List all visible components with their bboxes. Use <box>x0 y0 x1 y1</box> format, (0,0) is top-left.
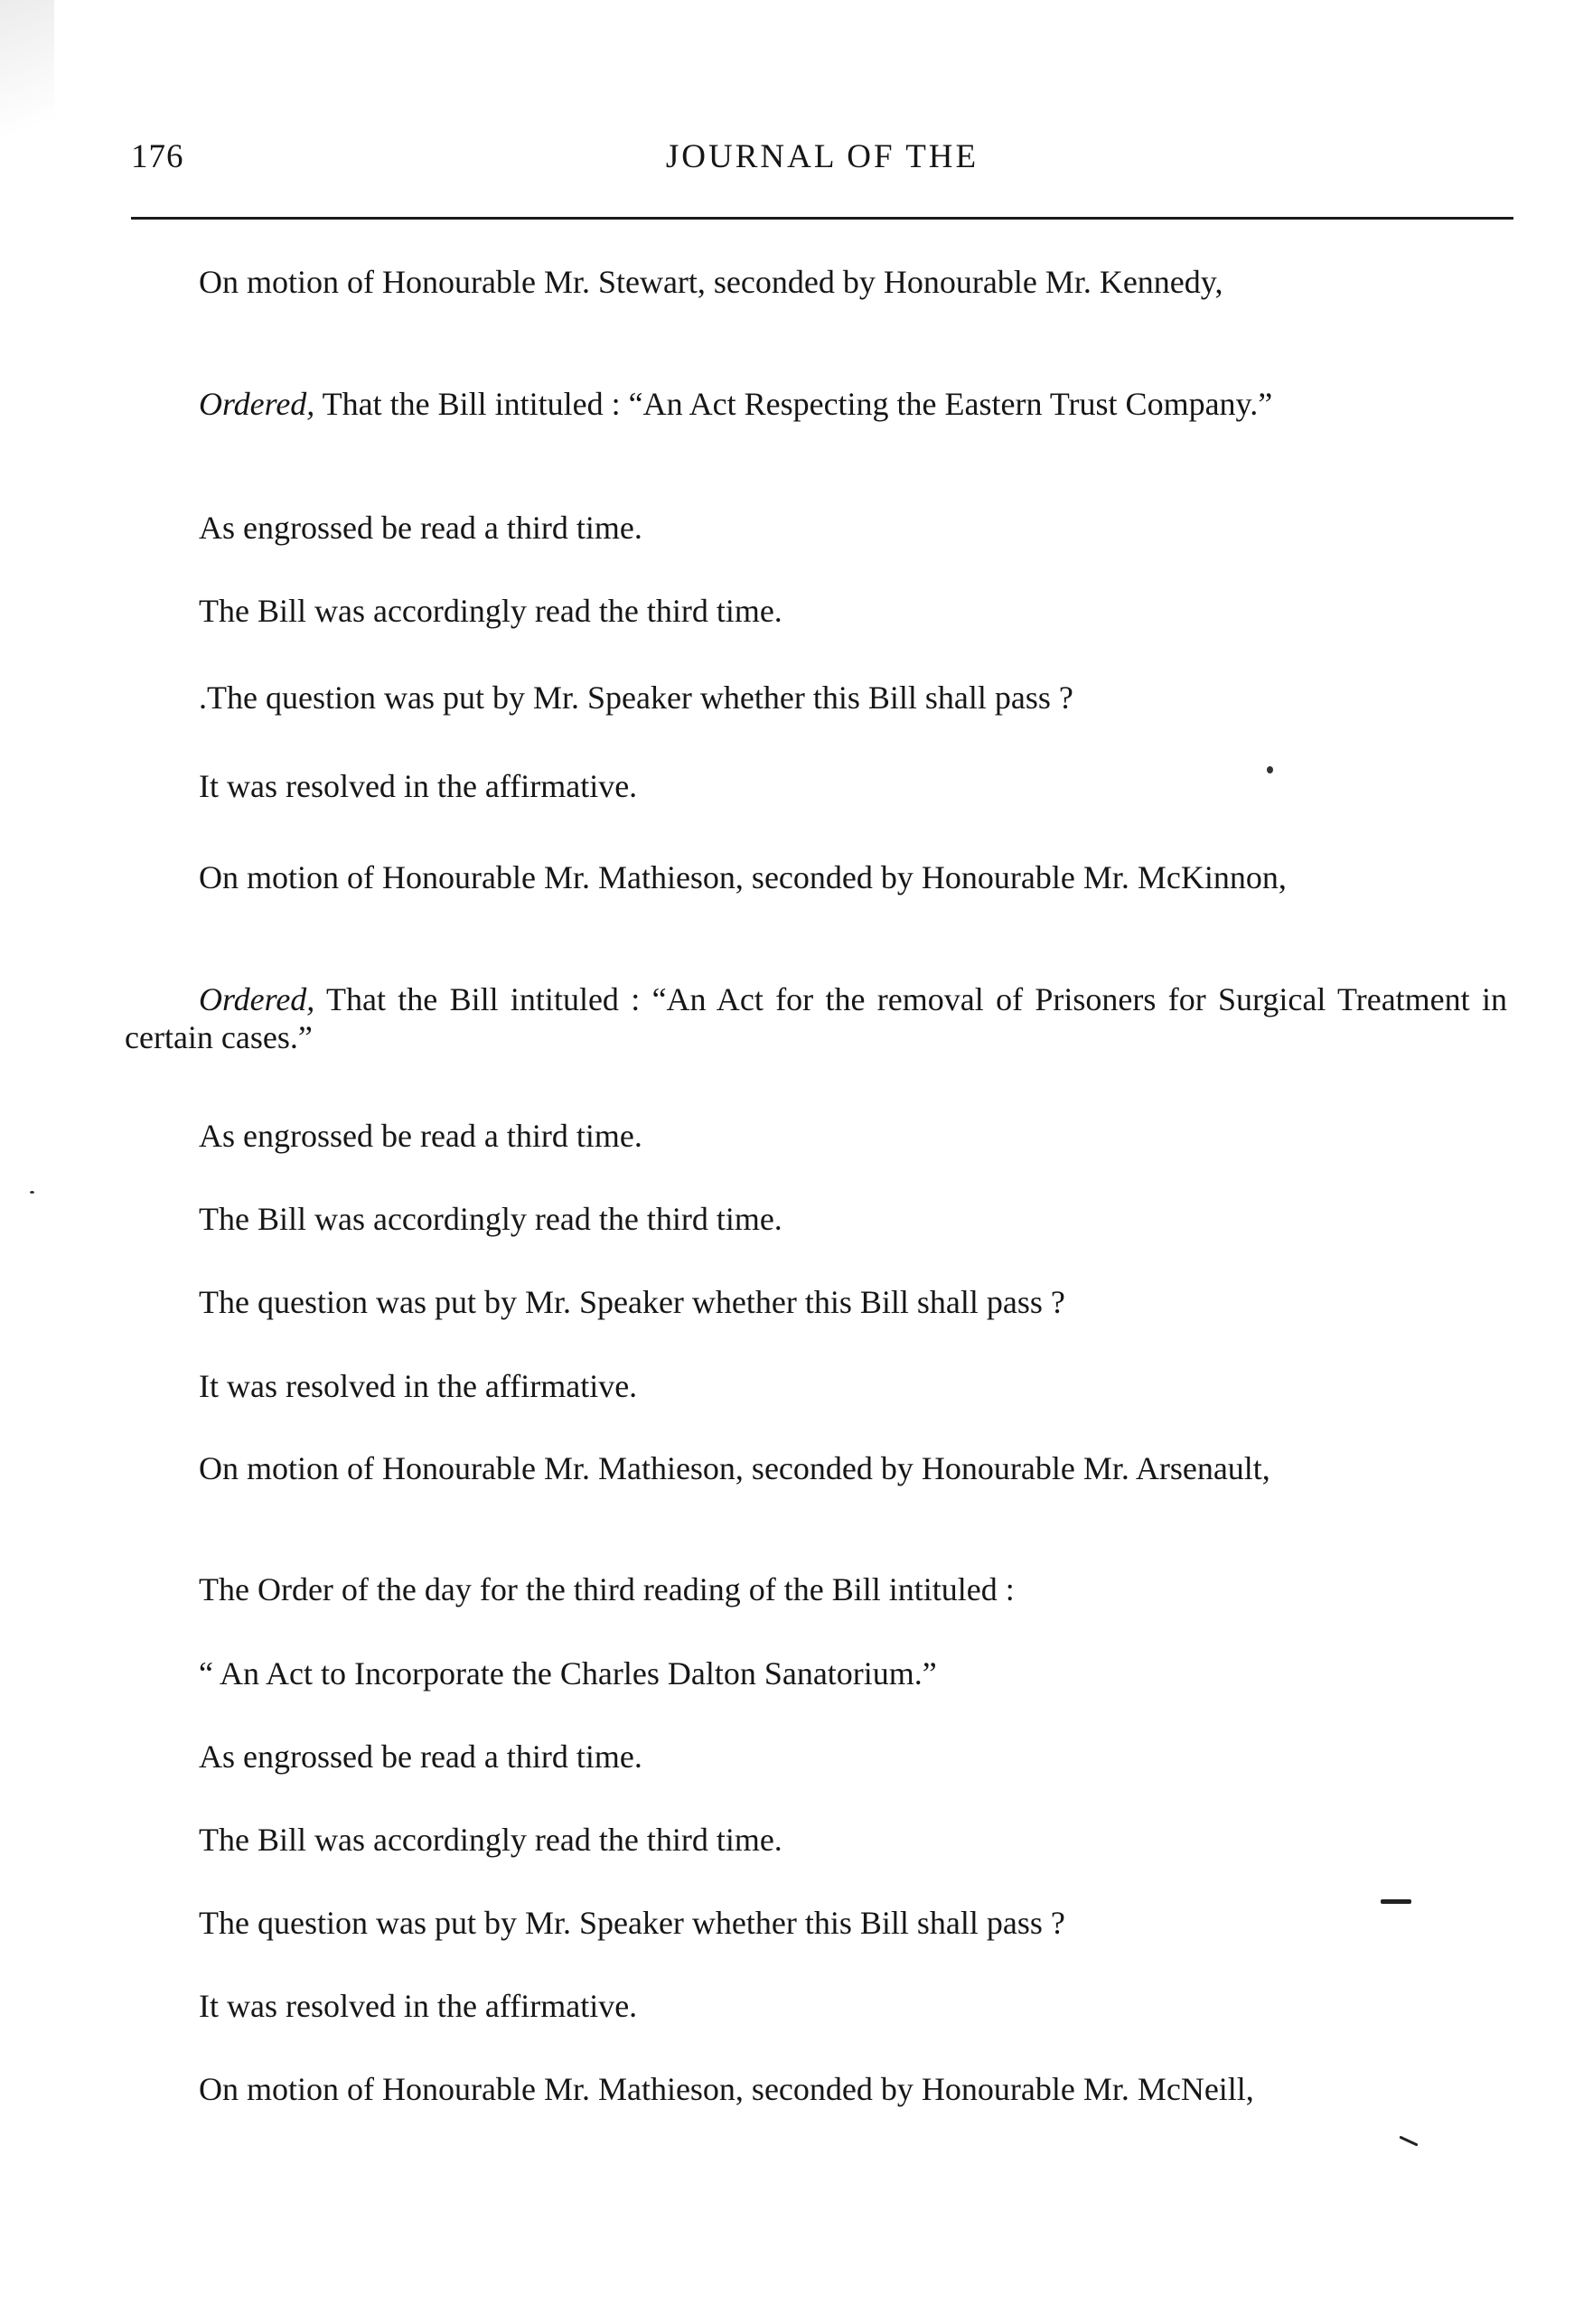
paragraph-order-of-day: The Order of the day for the third reading of the Bill intituled : <box>199 1571 1015 1607</box>
ordered-text: That the Bill intituled : “An Act for the removal of Prisoners for Surgical Treatment in certain cases.” <box>125 981 1507 1055</box>
page-number: 176 <box>131 138 184 175</box>
paragraph-engrossed: As engrossed be read a third time. <box>199 1738 642 1775</box>
scan-mark <box>1399 2135 1418 2146</box>
paragraph-engrossed: As engrossed be read a third time. <box>199 1118 642 1154</box>
paragraph-question: .The question was put by Mr. Speaker whether this Bill shall pass ? <box>199 679 1073 716</box>
scan-mark <box>1381 1899 1411 1904</box>
ordered-label: Ordered, <box>199 981 315 1017</box>
header-rule <box>131 217 1513 220</box>
paragraph-read-third: The Bill was accordingly read the third time. <box>199 1201 782 1237</box>
scan-speck <box>1267 766 1273 773</box>
paragraph-motion-mathieson-mckinnon: On motion of Honourable Mr. Mathieson, seconded by Honourable Mr. McKinnon, <box>199 859 1287 895</box>
scan-shadow <box>0 0 54 181</box>
paragraph-read-third: The Bill was accordingly read the third time. <box>199 1822 782 1858</box>
paragraph-question: The question was put by Mr. Speaker whether this Bill shall pass ? <box>199 1284 1065 1320</box>
paragraph-resolved: It was resolved in the affirmative. <box>199 768 638 804</box>
ordered-text: That the Bill intituled : “An Act Respecting the Eastern Trust Company.” <box>314 386 1273 422</box>
paragraph-engrossed: As engrossed be read a third time. <box>199 510 642 546</box>
paragraph-read-third: The Bill was accordingly read the third time. <box>199 593 782 629</box>
paragraph-resolved: It was resolved in the affirmative. <box>199 1368 638 1404</box>
running-head: JOURNAL OF THE <box>665 138 979 175</box>
ordered-label: Ordered, <box>199 386 315 422</box>
paragraph-bill-title-dalton: “ An Act to Incorporate the Charles Dalton Sanatorium.” <box>199 1655 937 1691</box>
paragraph-ordered-prisoners <box>125 980 1507 1056</box>
scan-speck <box>30 1191 34 1194</box>
paragraph-question: The question was put by Mr. Speaker whether this Bill shall pass ? <box>199 1905 1065 1941</box>
page-header <box>131 137 1513 192</box>
paragraph-motion-mathieson-arsenault: On motion of Honourable Mr. Mathieson, seconded by Honourable Mr. Arsenault, <box>199 1450 1270 1486</box>
paragraph-motion-stewart: On motion of Honourable Mr. Stewart, seconded by Honourable Mr. Kennedy, <box>199 264 1223 300</box>
paragraph-ordered-eastern-trust <box>125 385 1507 423</box>
paragraph-resolved: It was resolved in the affirmative. <box>199 1988 638 2024</box>
paragraph-motion-mathieson-mcneill: On motion of Honourable Mr. Mathieson, seconded by Honourable Mr. McNeill, <box>199 2071 1254 2107</box>
